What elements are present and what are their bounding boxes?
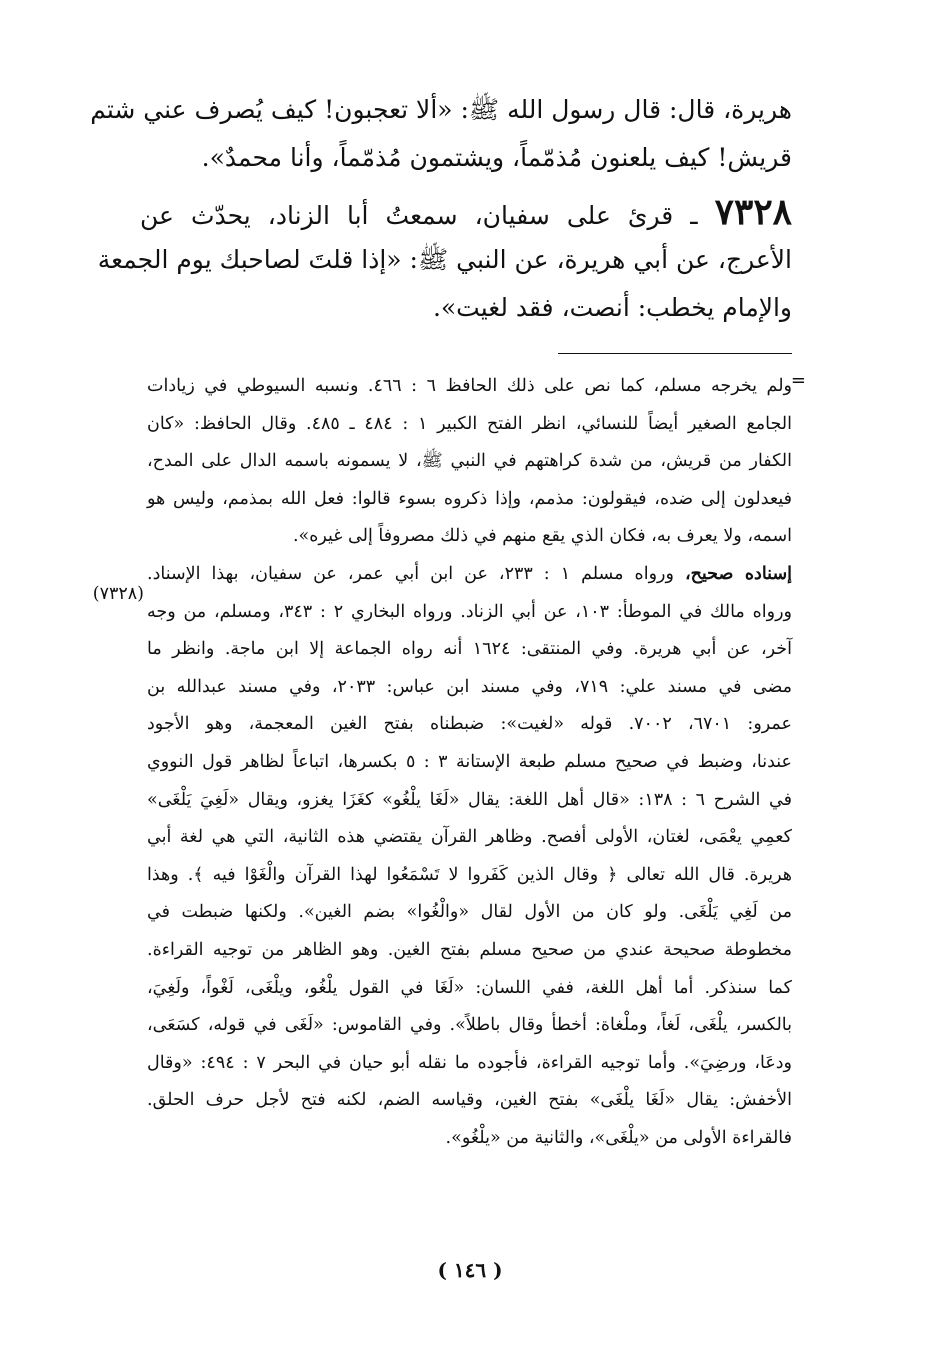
page-number: ( ١٤٦ ) [437, 1258, 503, 1282]
hadith-7328-first-line [140, 188, 792, 236]
footnote-7328-line: فالقراءة الأولى من «يلْغَى»، والثانية من «يلْغُو». [445, 1127, 792, 1148]
footnote-7328-first-line-text: ورواه مسلم ١ : ٢٣٣، عن ابن أبي عمر، عن سفيان، بهذا الإسناد. [147, 563, 674, 584]
main-continuation-line-1: هريرة، قال: قال رسول الله ﷺ: «ألا تعجبون! كيف يُصرف عني شتم [90, 95, 792, 124]
footnotes [147, 368, 792, 1157]
footnote-7328-label: (٧٣٢٨) [92, 584, 144, 604]
footnote-7328-line: الأخفش: يقال «لَغَا يلْغَى» بفتح الغين، وقياسه الضم، لكنه فتح لأجل حرف الحلق. [147, 1090, 792, 1111]
footnote-7328-line: كما سنذكر. أما أهل اللغة، ففي اللسان: «لَغَا في القول يلْغُو، ويلْغَى، لَغْواً، ولَغِيَ، [147, 977, 792, 998]
footnote-separator [558, 353, 792, 354]
footnote-continuation-line-5: اسمه، ولا يعرف به، فكان الذي يقع منهم في ذلك مصروفاً إلى غيره». [292, 526, 792, 547]
footnote-7328-line: في الشرح ٦ : ١٣٨: «قال أهل اللغة: يقال «لَغَا يلْغُو» كغَزَا يغزو، ويقال «لَغِيَ يَلْغَى» [147, 789, 792, 810]
footnote-7328-line: عمرو: ٦٧٠١، ٧٠٠٢. قوله «لغيت»: ضبطناه بفتح الغين المعجمة، وهو الأجود [147, 714, 792, 735]
footnote-continuation-line-4: فيعدلون إلى ضده، فيقولون: مذمم، وإذا ذكروه بسوء قالوا: فعل الله بمذمم، وليس هو [147, 488, 792, 509]
hadith-line-3: والإمام يخطب: أنصت، فقد لغيت». [432, 293, 792, 322]
footnote-continuation-line-1: ولم يخرجه مسلم، كما نص على ذلك الحافظ ٦ : ٤٦٦. ونسبه السيوطي في زيادات [147, 376, 792, 396]
footnote-7328-line: مخطوطة صحيحة عندي من صحيح مسلم بفتح الغين. وهو الظاهر من توجيه القراءة. [147, 939, 792, 960]
isnad-grade: إسناده صحيح، [684, 563, 792, 584]
footnote-7328-line: بالكسر، يلْغَى، لَغاً، وملْغاة: أخطأ وقال باطلاً». وفي القاموس: «لَغَى في قوله، كسَعَى، [147, 1015, 792, 1036]
footnote-7328-line: ودعَا، ورضِيَ». وأما توجيه القراءة، فأجوده ما نقله أبو حيان في البحر ٧ : ٤٩٤: «وقال [147, 1052, 793, 1073]
footnote-7328-line: مضى في مسند علي: ٧١٩، وفي مسند ابن عباس: ٢٠٣٣، وفي مسند عبدالله بن [147, 676, 793, 697]
footnote-7328-line: هريرة. قال الله تعالى ﴿ وقال الذين كَفَروا لا تَسْمَعُوا لهذا القرآن والْغَوْا فيه ﴾. وهذا [147, 864, 792, 885]
footnote-7328-line: آخر، عن أبي هريرة. وفي المنتقى: ١٦٢٤ أنه رواه الجماعة إلا ابن ماجة. وانظر ما [147, 639, 792, 660]
hadith-number: ٧٣٢٨ [714, 191, 793, 233]
footnote-7328-line: ورواه مالك في الموطأ: ١٠٣، عن أبي الزناد. ورواه البخاري ٢ : ٣٤٣، ومسلم، من وجه [147, 601, 792, 622]
footnote-continuation-line-2: الجامع الصغير أيضاً للنسائي، انظر الفتح الكبير ١ : ٤٨٤ ـ ٤٨٥. وقال الحافظ: «كان [147, 413, 793, 434]
continuation-marker: = [790, 370, 806, 391]
footnote-7328-line: كعمِي يعْمَى، لغتان، الأولى أفصح. وظاهر القرآن يقتضي هذه الثانية، التي هي لغة أبي [147, 827, 792, 848]
footnote-7328-line: من لَغِي يَلْغَى. ولو كان من الأول لقال «والْغُوا» بضم الغين». ولكنها ضبطت في [147, 902, 792, 923]
hadith-line-2: الأعرج، عن أبي هريرة، عن النبي ﷺ: «إذا قلتَ لصاحبك يوم الجمعة [97, 245, 792, 274]
hadith-first-line-text: ـ قرئ على سفيان، سمعتُ أبا الزناد، يحدّث عن [140, 201, 698, 230]
footnote-7328-line: عندنا، وضبط في صحيح مسلم طبعة الإستانة ٣ : ٥ بكسرها، اتباعاً لظاهر قول النووي [147, 751, 792, 772]
footnote-continuation-line-3: الكفار من قريش، من شدة كراهتهم في النبي ﷺ، لا يسمونه باسمه الدال على المدح، [147, 451, 792, 472]
main-continuation-line-2: قريش! كيف يلعنون مُذمّماً، ويشتمون مُذمّماً، وأنا محمدٌ». [201, 143, 792, 172]
main-text [90, 86, 793, 332]
footnote-7328-first-line [147, 556, 792, 594]
